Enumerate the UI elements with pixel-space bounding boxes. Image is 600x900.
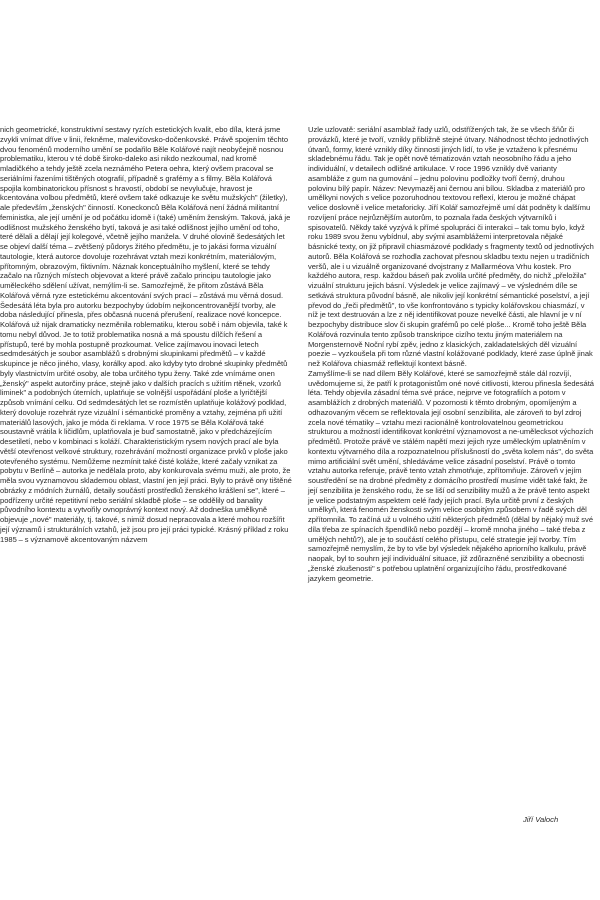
right-paragraph: Zamyšlíme-li se nad dílem Běly Kolářové, které se samozřejmě stále dál rozvíjí, uvědomujeme si, že patří k protagonistům oné nové citlivosti, kterou přinesla šedesátá léta. Tehdy objevila zásadní téma své práce, nejprve ve fotografiích a potom v asamblážích z drobných materiálů. V pozornosti k těmto drobným, opomíjeným a odhazovaným věcem se reflektovala její osobní senzibilita, ale zároveň to byl zdroj zcela nové tématiky – vztahu mezi racionálně kontrolovatelnou geometrickou strukturou a možností identifikovat konkrétní významovost a ne-umělecksot výchozích předmětů. Protože právě ve stálém napětí mezi jejich ryze uměleckým uplatněním v kontextu výtvarného díla a rozpoznatelnou příslušností do „světa kolem nás", do světa mimo artificiální svět umění, shledáváme velice zásadní poselství. Právě o tomto vztahu autorka referuje, právě tento vztah zhmotňuje, zpřítomňuje. Zároveň v jejím soustředění se na drobné předměty z domácího prostředí musíme vidět také fakt, že její senzibilita je ženského rodu, že se liší od senzibility mužů a že právě tento aspekt je velice podstatným aspektem celé řady jejích prací. Byla určitě první z českých umělkyň, která fenomén ženskosti svým velice osobitým způsobem v řadě svých děl zpřítomnila. To začíná už u volného užití některých předmětů (dělal by nějaký muž své díla třeba ze spínacích špendlíků nebo pozdějí – kromě mnoha jiného – také třeba z umělých nehtů?), ale je to součástí celého přístupu, celé strategie její tvorby. Tím samozřejmě nemyslím, že by to vše byl výsledek nějakého apriorního kalkulu, právě naopak, byl to souhrn její individuální situace, již zdůrazněné senzibility a obecnosti „ženské zkušenosti" s potřebou uplatnění organizujícího řádu, prostředkované jazykem geometrie. <box>308 368 594 583</box>
right-paragraph: Uzle uzlovatě: seriální asamblaž řady uzlů, odstřížených tak, že se všech šňůr či provázků, které je tvoří, vznikly přibližně stejné útvary. Náhodnost těchto jednotlivých útvarů, formy, které vznikly díky činnosti jiných lidí, to vše je vztaženo k přesnému skladebnému řádu. Tak je opět nově tématizován vztah neosobního řádu a jeho individuální, v detailech odlišné artikulace. V roce 1996 vznikly dvě varianty asambláže z gum na gumování – jednu polovinu podložky tvoří černý, druhou polovinu bílý papír. Název: Nevymazěj ani černou ani bílou. Skladba z materiálů pro umělkyni nových s velice pozoruhodnou textovou reflexí, kterou je možné chápat velice doslovně i velice metaforicky. Jiří Kolář samozřejmě umí dát podněty k dalšímu rozvíjení práce nejrůznějším autorům, to poznala řada českých výtvarníků i spisovatelů. Někdy také vyzývá k přímé spolupráci či interakci – tak tomu bylo, když roku 1989 svou ženu vybídnul, aby svými asamblážemi interpretovala nějaké básnické texty, on již připravil chiasmázové podklady s fragmenty textů od jednotlivých autorů. Běla Kolářová se rozhodla zachovat přesnou skladbu textu nejen u tradičních veršů, ale i u vizuálně organizované dvojstrany z Mallarméova Vrhu kostek. Pro každého autora, resp. každou báseň pak zvolila určité předměty, do nichž „přeložila" vizuální strukturu jejich básní. Výsledek je velice zajímavý – ve výsledném díle se setkává struktura původní básně, ale nikoliv její konkrétní sémantické poselství, a její převod do „řeči předmětů", to vše konfrontováno s typicky kolářovskou chiasmází, v níž je text destruován a lze z něj identifikovat pouze nevelké části, ale hlavní je v ní bezpochyby distribuce slov či skupin grafémů po celé ploše... Kromě toho ještě Běla Kolářová rozvinula tento způsob transkripce cizího textu jiným materiálem na Morgensternově Noční rybí zpěv, jedno z klasických, zakladatelských děl vizuální poezie – vyzkoušela při tom různé vlastní kolážované podklady, které zase úplně jinak než Kolářova chiasmáž reflektují kontext básně. <box>308 125 594 368</box>
left-text-column <box>0 125 292 544</box>
left-paragraph: nich geometrické, konstruktivní sestavy ryzích estetických kvalit, ebo díla, která jsme zvykli vnímat dříve v linii, řekněme, malevičovsko-dočenkovské. Právě spojením těchto dvou fenoménů moderního umění se podařilo Běle Kolářové najít neobyčejně nosnou problematiku, kterou v té době široko-daleko asi nikdo nezkoumal, nad kromě mladičkého a tehdy ještě zcela neznámého Petera oehra, který ovšem pracoval se seriálními řazeními tištěných otografií, případně s grafémy a s filmy. Běla Kolářová spojila kombinatorickou přísnost s hravostí, období se nevylučuje, hravost je kcentována volbou předmětů, které ovšem také odkazuje ke světu mužských" (žiletky), ale především „ženských" činností. Koneckonců Běla Kolářová není žádná militantní feministka, ale její umění je od počátku idomě i (také) uměním ženským. Taková, jaká je odlišnost mužského ženského bytí, taková je asi také odlišnost jejího umění od toho, teré dělali a dělají její kolegové, včetně jejího manžela. V druhé olovině šedesátých let se objeví další téma – zvětšený půdorys žitého předmětu, je to jakási forma vizuální tautologie, která autorce dovoluje rozehrávat vztah mezi konkrétním, materiálovým, přítomným, obrazovým, fiktivním. Náznak konceptuálního myšlení, které se tehdy začalo na různých místech objevovat a které právě začalo principu tautologie jako uměleckého sdělení užívat, nemýlím-li se. Samozřejmě, že přitom zůstává Běla Kolářová věrná ryze estetickému akcentování svých prací – zůstává mu věrná dosud. Šedesátá léta byla pro autorku bezpochyby údobím nejkoncentrovanější tvorby, ale doba následující přinesla, přes občasná nucená přerušení, realizace nové koncepce. Kolářová už nijak dramaticky nezměnila roblematiku, kterou sobě i nám objevila, také k tomu nebyl důvod. Je to totiž problematika nosná a má spoustu dílčích řešení a přístupů, teré by mohla postupně prozkoumat. Velice zajímavou inovaci letech sedmdesátých je soubor asamblážů s drobnými skupinkami předmětů – v každé skupince je něco jiného, vlasy, korálky apod. ako kdyby tyto drobné skupinky předmětů byly vlastnictvím určité osoby, ale toba určitého typu ženy. Také zde vnímáme onen „ženský" aspekt autorčiny práce, stejně jako v dalších pracích s užitím rtěnek, vzorků liminek" a podobných úterních, uplatňuje se volnější uspořádání ploše a lyričtější způsob vnímání celku. Od sedmdesátých let se rozmístěn uplatňuje kolážový podklad, který dovoluje rozehrát ryze vizuální i sémantické proměny a vztahy, zejména při užití materiálů lasových, jako je móda či reklama. V roce 1975 se Běla Kolářová také soustavně vrátila k ličidlům, uplatňovala je buď samostatně, jako v předcházejícím desetiletí, nebo v kombinaci s koláží. Charakteristickým rysem nových prací ale byla větší otevřenost velkové struktury, rozehrávání možností organizace prvků v ploše jako otevřeného systému. Nemůžeme nezmínit také čisté koláže, které začaly vznikat za pobytu v Berlíně – autorka je nedělala proto, aby konkurovala svému muži, ale proto, že měla svou vyznamovou sklademou oblast, vlastní jen její práci. Byly to právě ony tištěné obrázky z módních žurnálů, detaily součástí prostředků ženského krášlení se", které – podřízeny určité repetitivní nebo seriální skladbě ploše – se oddělily od banality původního kontextu a vytvořily ovnoprávný kontext nový. Až dodneška umělkyně objevuje „nové" materiály, tj. takové, s nimiž dosud nepracovala a které mohou rozšířit její významů i strukturálních vztahů, jež jsou pro její práci typické. Krásný příklad z roku 1985 – s významově akcentovaným názvem <box>0 125 292 544</box>
author-signature: Jiří Valoch <box>523 815 559 824</box>
right-text-column <box>308 125 594 583</box>
